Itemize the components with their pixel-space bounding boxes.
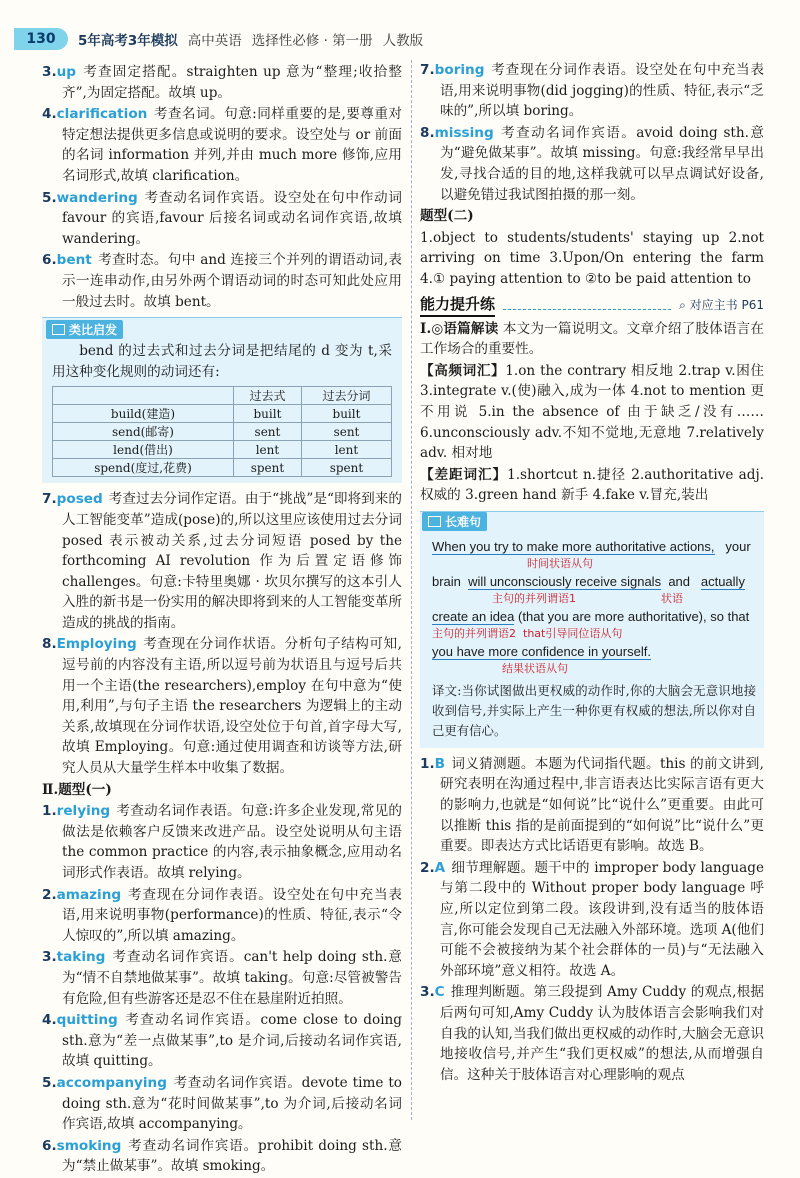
section-heading: 题型(二) [420, 208, 474, 225]
answer-item: 8.Employing 考查现在分词作状语。分析句子结构可知,逗号前的内容没有主语,所以逗号前为状语且与逗号后共用一个主语(the researchers),employ 在句中意为“使用,利用”,与句子主语 the researchers 为逻辑上的主动关系,故填现在分词作状语,设空处位于句首,首字母大写,故填 Employing。句意:通过使用调查和访谈等方法,研究人员从大量学生样本中收集了数据。 [42, 636, 402, 777]
table-row: lend(借出) lent lent [53, 441, 392, 459]
answer-word: smoking [56, 1137, 122, 1154]
sentence-line: brain will unconsciously receive signals and actually [432, 573, 745, 589]
table-row: build(建造) built built [53, 405, 392, 423]
answer-item: 4.clarification 考查名词。句意:同样重要的是,要尊重对特定想法提供更多信息或说明的要求。设空处与 or 前面的名词 information 并列,并由 much more 修饰,应用名词形式,故填 clarification。 [42, 106, 402, 184]
answer-item: 6.bent 考查时态。句中 and 连接三个并列的谓语动词,表示一连串动作,由另外两个谓语动词的时态可知此处应用一般过去时。故填 bent。 [42, 252, 402, 310]
long-sentence-tag: 长难句 [422, 512, 487, 531]
answer-item: 6.smoking 考查动名词作宾语。prohibit doing sth.意为“禁止做某事”。故填 smoking。 [42, 1137, 402, 1175]
answer-word: wandering [56, 189, 138, 206]
annotation: 结果状语从句 [502, 661, 568, 675]
answer-word: up [56, 64, 77, 80]
answer-word: relying [56, 803, 111, 820]
explanation: 考查动名词作表语。句意:许多企业发现,常见的做法是依赖客户反馈来改进产品。设空处说明从句主语 the common practice 的内容,表示抽象概念,应用动名词形式作表语。故填 relying。 [62, 803, 402, 881]
ability-title: 能力提升练 [420, 293, 495, 317]
table-row: spend(度过,花费) spent spent [53, 459, 392, 477]
explanation: 考查时态。句中 and 连接三个并列的谓语动词,表示一连串动作,由另外两个谓语动词的时态可知此处应用一般过去时。故填 bent。 [62, 252, 402, 310]
edition: 选择性必修 · 第一册 [251, 33, 373, 49]
answer-word: Employing [56, 636, 137, 653]
divider [503, 299, 671, 310]
sentence-line: you have more confidence in yourself. [432, 643, 651, 659]
explanation: 考查名词。句意:同样重要的是,要尊重对特定想法提供更多信息或说明的要求。设空处与 or 前面的名词 information 并列,并由 much more 修饰,应用名词形式,故填 clarification。 [62, 106, 402, 184]
high-freq-vocab: 【高频词汇】1.on the contrary 相反地 2.trap v.困住 3.integrate v.(使)融入,成为一体 4.not to mention 更不用说 5.in the absence of 由于缺乏/没有…… 6.unconsciously adv.不知不觉地,无意地 7.relatively adv. 相对地 [420, 362, 765, 462]
sentence-line: When you try to make more authoritative actions, your [432, 538, 751, 554]
answer-word: amazing [56, 886, 122, 903]
answer-word: A [434, 859, 446, 876]
explanation: 考查现在分词作状语。分析句子结构可知,逗号前的内容没有主语,所以逗号前为状语且与逗号后共用一个主语(the researchers),employ 在句中意为“使用,利用”,与句子主语 the researchers 为逻辑上的主动关系,故填现在分词作状语,设空处位于句首,首字母大写,故填 Employing。句意:通过使用调查和访谈等方法,研究人员从大量学生样本中收集了数据。 [62, 636, 402, 777]
explanation: 细节理解题。题干中的 improper body language 与第二段中的 Without proper body language 呼应,所以定位到第二段。该段讲到,没有适当的肢体语言,你可能会发现自己无法融入外部环境。选项 A(他们可能不会被接纳为某个社会群体的一员)与“无法融入外部环境”意义相符。故选 A。 [440, 859, 764, 979]
explanation: 考查现在分词作表语。设空处在句中充当表语,用来说明事物(did jogging)的性质、特征,表示“乏味的”,所以填 boring。 [440, 62, 764, 120]
annotation: 时间状语从句 [527, 556, 593, 570]
running-title [78, 29, 423, 49]
answer-item: 7.boring 考查现在分词作表语。设空处在句中充当表语,用来说明事物(did jogging)的性质、特征,表示“乏味的”,所以填 boring。 [420, 62, 764, 120]
column-divider [411, 60, 412, 1120]
answer-word: posed [56, 491, 103, 508]
answer-word: missing [434, 124, 494, 141]
answer-word: C [434, 984, 445, 1001]
reference: ⌕ 对应主书 P61 [679, 298, 764, 313]
answer-item: 4.quitting 考查动名词作宾语。come close to doing sth.意为“差一点做某事”,to 是介词,后接动名词作宾语,故填 quitting。 [42, 1012, 402, 1070]
answer-item: 5.wandering 考查动名词作宾语。设空处在句中作动词 favour 的宾语,favour 后接名词或动名词作宾语,故填 wandering。 [42, 189, 402, 247]
explanation: 考查动名词作宾语。prohibit doing sth.意为“禁止做某事”。故填 smoking。 [62, 1137, 402, 1175]
verb-table: 过去式 过去分词 build(建造) built built send(邮寄) sent sent lend(借出) lent lent spend(度过,花费) spent spent [52, 386, 392, 477]
answer-word: quitting [56, 1012, 118, 1029]
type2-answers: 1.object to students/students' staying up 2.not arriving on time 3.Upon/On entering the farm 4.① paying attention to ②to be paid attention to [420, 229, 764, 287]
page-number: 130 [14, 28, 68, 50]
answer-item: 5.accompanying 考查动名词作宾语。devote time to doing sth.意为“花时间做某事”,to 为介词,后接动名词作宾语,故填 accompanying。 [42, 1074, 402, 1133]
answer-item: 1.relying 考查动名词作表语。句意:许多企业发现,常见的做法是依赖客户反馈来改进产品。设空处说明从句主语 the common practice 的内容,表示抽象概念,应用动名词形式作表语。故填 relying。 [42, 803, 402, 881]
analogy-tag: 类比启发 [46, 320, 123, 339]
answer-word: accompanying [56, 1074, 167, 1091]
translation: 译文:当你试图做出更权威的动作时,你的大脑会无意识地接收到信号,并实际上产生一种你更有权威的想法,所以你对自己更有信心。 [432, 682, 756, 738]
book-icon [428, 516, 441, 527]
ability-header [420, 293, 764, 317]
explanation: 词义猜测题。本题为代词指代题。this 的前文讲到,研究表明在沟通过程中,非言语表达比实际言语有更大的影响力,也就是“如何说”比“说什么”更重要。由此可以推断 this 指的是前面提到的“如何说”比“说什么”更重要。即表达方式比话语更有影响。故选 B。 [440, 755, 764, 855]
answer-word: bent [56, 252, 92, 269]
answer-item: 7.posed 考查过去分词作定语。由于“挑战”是“即将到来的人工智能变革”造成(pose)的,所以这里应该使用过去分词 posed 表示被动关系,过去分词短语 posed by the forthcoming AI revolution 作为后置定语修饰 challenges。句意:卡特里奥娜 · 坎贝尔撰写的这本引人入胜的新书是一份实用的解决即将到来的人工智能变革所造成的挑战的指南。 [42, 491, 402, 631]
explanation: 考查过去分词作定语。由于“挑战”是“即将到来的人工智能变革”造成(pose)的,所以这里应该使用过去分词 posed 表示被动关系,过去分词短语 posed by the forthcoming AI revolution 作为后置定语修饰 challenges。句意:卡特里奥娜 · 坎贝尔撰写的这本引人入胜的新书是一份实用的解决即将到来的人工智能变革所造成的挑战的指南。 [62, 491, 402, 631]
annotation: 主句的并列谓语2 that引导同位语从句 [432, 626, 623, 640]
passage-summary: Ⅰ.◎语篇解读 本文为一篇说明文。文章介绍了肢体语言在工作场合的重要性。 [420, 320, 764, 358]
analogy-text: bend 的过去式和过去分词是把结尾的 d 变为 t,采用这种变化规则的动词还有: [52, 343, 392, 380]
answer-item: 2.A 细节理解题。题干中的 improper body language 与第二段中的 Without proper body language 呼应,所以定位到第二段。该段讲到,没有适当的肢体语言,你可能会发现自己无法融入外部环境。选项 A(他们可能不会被接纳为某个社会群体的一员)与“无法融入外部环境”意义相符。故选 A。 [420, 859, 764, 979]
annotation: 主句的并列谓语1 状语 [492, 591, 683, 605]
sentence-line: create an idea (that you are more authoritative), so that [432, 608, 750, 624]
right-column [420, 60, 764, 1086]
answer-item: 1.B 词义猜测题。本题为代词指代题。this 的前文讲到,研究表明在沟通过程中,非言语表达比实际言语有更大的影响力,也就是“如何说”比“说什么”更重要。由此可以推断 this 指的是前面提到的“如何说”比“说什么”更重要。即表达方式比话语更有影响。故选 B。 [420, 755, 764, 855]
book-icon [52, 324, 65, 335]
left-column [42, 62, 402, 1178]
answer-word: B [434, 755, 445, 772]
answer-word: boring [434, 62, 485, 78]
answer-item: 2.amazing 考查现在分词作表语。设空处在句中充当表语,用来说明事物(performance)的性质、特征,表示“令人惊叹的”,所以填 amazing。 [42, 886, 402, 944]
explanation: 考查现在分词作表语。设空处在句中充当表语,用来说明事物(performance)的性质、特征,表示“令人惊叹的”,所以填 amazing。 [62, 886, 402, 944]
table-row: send(邮寄) sent sent [53, 423, 392, 441]
answer-item: 8.missing 考查动名词作宾语。avoid doing sth.意为“避免做某事”。故填 missing。句意:我经常早早出发,寻找合适的目的地,这样我就可以早点调试好设备,以避免错过我试图拍摄的那一刻。 [420, 124, 764, 203]
explanation: 考查固定搭配。straighten up 意为“整理;收拾整齐”,为固定搭配。故填 up。 [62, 64, 402, 101]
answer-word: clarification [56, 106, 148, 123]
gap-vocab: 【差距词汇】1.shortcut n.捷径 2.authoritative adj.权威的 3.green hand 新手 4.fake v.冒充,装出 [420, 466, 764, 504]
long-sentence-box [420, 511, 764, 748]
explanation: 考查动名词作宾语。come close to doing sth.意为“差一点做某事”,to 是介词,后接动名词作宾语,故填 quitting。 [62, 1012, 402, 1070]
answer-item: 3.C 推理判断题。第三段提到 Amy Cuddy 的观点,根据后两句可知,Amy Cuddy 认为肢体语言会影响我们对自我的认知,当我们做出更权威的动作时,大脑会无意识地接收信号,并产生“我们更权威”的想法,从而增强自信。这种关于肢体语言对心理影响的观点 [420, 984, 764, 1083]
answer-item: 3.up 考查固定搭配。straighten up 意为“整理;收拾整齐”,为固定搭配。故填 up。 [42, 64, 402, 101]
page-header [0, 0, 800, 49]
explanation: 考查动名词作宾语。can't help doing sth.意为“情不自禁地做某事”。故填 taking。句意:尽管被警告有危险,但有些游客还是忍不住在悬崖附近拍照。 [62, 949, 402, 1007]
explanation: 考查动名词作宾语。设空处在句中作动词 favour 的宾语,favour 后接名词或动名词作宾语,故填 wandering。 [62, 189, 402, 247]
answer-item: 3.taking 考查动名词作宾语。can't help doing sth.意为“情不自禁地做某事”。故填 taking。句意:尽管被警告有危险,但有些游客还是忍不住在悬崖附近拍照。 [42, 949, 402, 1007]
analogy-box [42, 317, 402, 483]
explanation: 考查动名词作宾语。devote time to doing sth.意为“花时间做某事”,to 为介词,后接动名词作宾语,故填 accompanying。 [62, 1074, 402, 1133]
search-icon: ⌕ [679, 298, 686, 313]
answer-word: taking [56, 949, 106, 966]
explanation: 推理判断题。第三段提到 Amy Cuddy 的观点,根据后两句可知,Amy Cuddy 认为肢体语言会影响我们对自我的认知,当我们做出更权威的动作时,大脑会无意识地接收信号,并产生“我们更权威”的想法,从而增强自信。这种关于肢体语言对心理影响的观点 [440, 984, 764, 1083]
subject: 高中英语 [187, 33, 242, 49]
explanation: 考查动名词作宾语。avoid doing sth.意为“避免做某事”。故填 missing。句意:我经常早早出发,寻找合适的目的地,这样我就可以早点调试好设备,以避免错过我试图拍摄的那一刻。 [440, 124, 764, 203]
section-heading: Ⅱ.题型(一) [42, 781, 112, 798]
publisher: 人教版 [382, 33, 424, 49]
book-title: 5年高考3年模拟 [78, 33, 178, 49]
